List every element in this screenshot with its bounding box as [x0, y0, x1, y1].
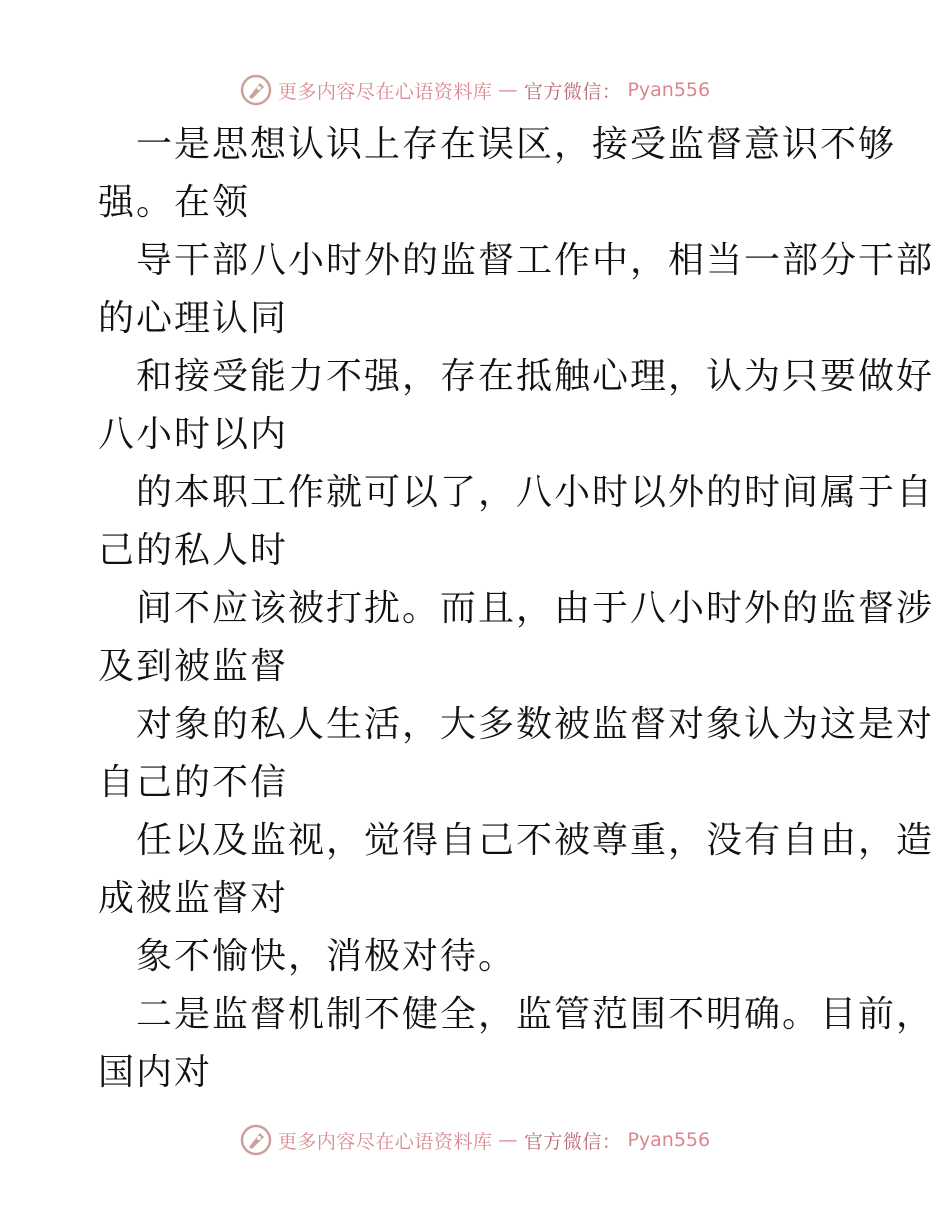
body-line: 和接受能力不强，存在抵触心理，认为只要做好: [136, 356, 935, 397]
watermark-wechat-id: Pyan556: [627, 1129, 711, 1151]
watermark-wechat-id: Pyan556: [627, 79, 711, 101]
body-line: 及到被监督: [98, 646, 289, 687]
pen-nib-logo-icon: [240, 1124, 272, 1156]
pen-nib-logo-icon: [240, 74, 272, 106]
document-body: [98, 116, 935, 1102]
body-line: 对象的私人生活，大多数被监督对象认为这是对: [136, 704, 935, 745]
body-line: 二是监督机制不健全，监管范围不明确。目前，: [136, 994, 935, 1035]
body-line: 象不愉快，消极对待。: [136, 936, 517, 977]
body-line: 的本职工作就可以了，八小时以外的时间属于自: [136, 472, 935, 513]
body-line: 八小时以内: [98, 414, 289, 455]
body-line: 己的私人时: [98, 530, 289, 571]
watermark-wechat-label: 官方微信：: [523, 1130, 622, 1153]
body-line: 国内对: [98, 1052, 213, 1093]
body-line: 成被监督对: [98, 878, 289, 919]
header-watermark: [0, 72, 950, 108]
footer-watermark: [0, 1122, 950, 1158]
body-line: 任以及监视，觉得自己不被尊重，没有自由，造: [136, 820, 935, 861]
body-line: 间不应该被打扰。而且，由于八小时外的监督涉: [136, 588, 935, 629]
body-line: 强。在领: [98, 182, 251, 223]
watermark-separator: —: [498, 1129, 518, 1151]
watermark-brand-text: 更多内容尽在心语资料库: [277, 1130, 493, 1153]
body-line: 的心理认同: [98, 298, 289, 339]
watermark-brand-text: 更多内容尽在心语资料库: [277, 80, 493, 103]
body-line: 一是思想认识上存在误区，接受监督意识不够: [136, 124, 897, 165]
body-line: 导干部八小时外的监督工作中，相当一部分干部: [136, 240, 935, 281]
watermark-wechat-label: 官方微信：: [523, 80, 622, 103]
watermark-separator: —: [498, 79, 518, 101]
body-line: 自己的不信: [98, 762, 289, 803]
